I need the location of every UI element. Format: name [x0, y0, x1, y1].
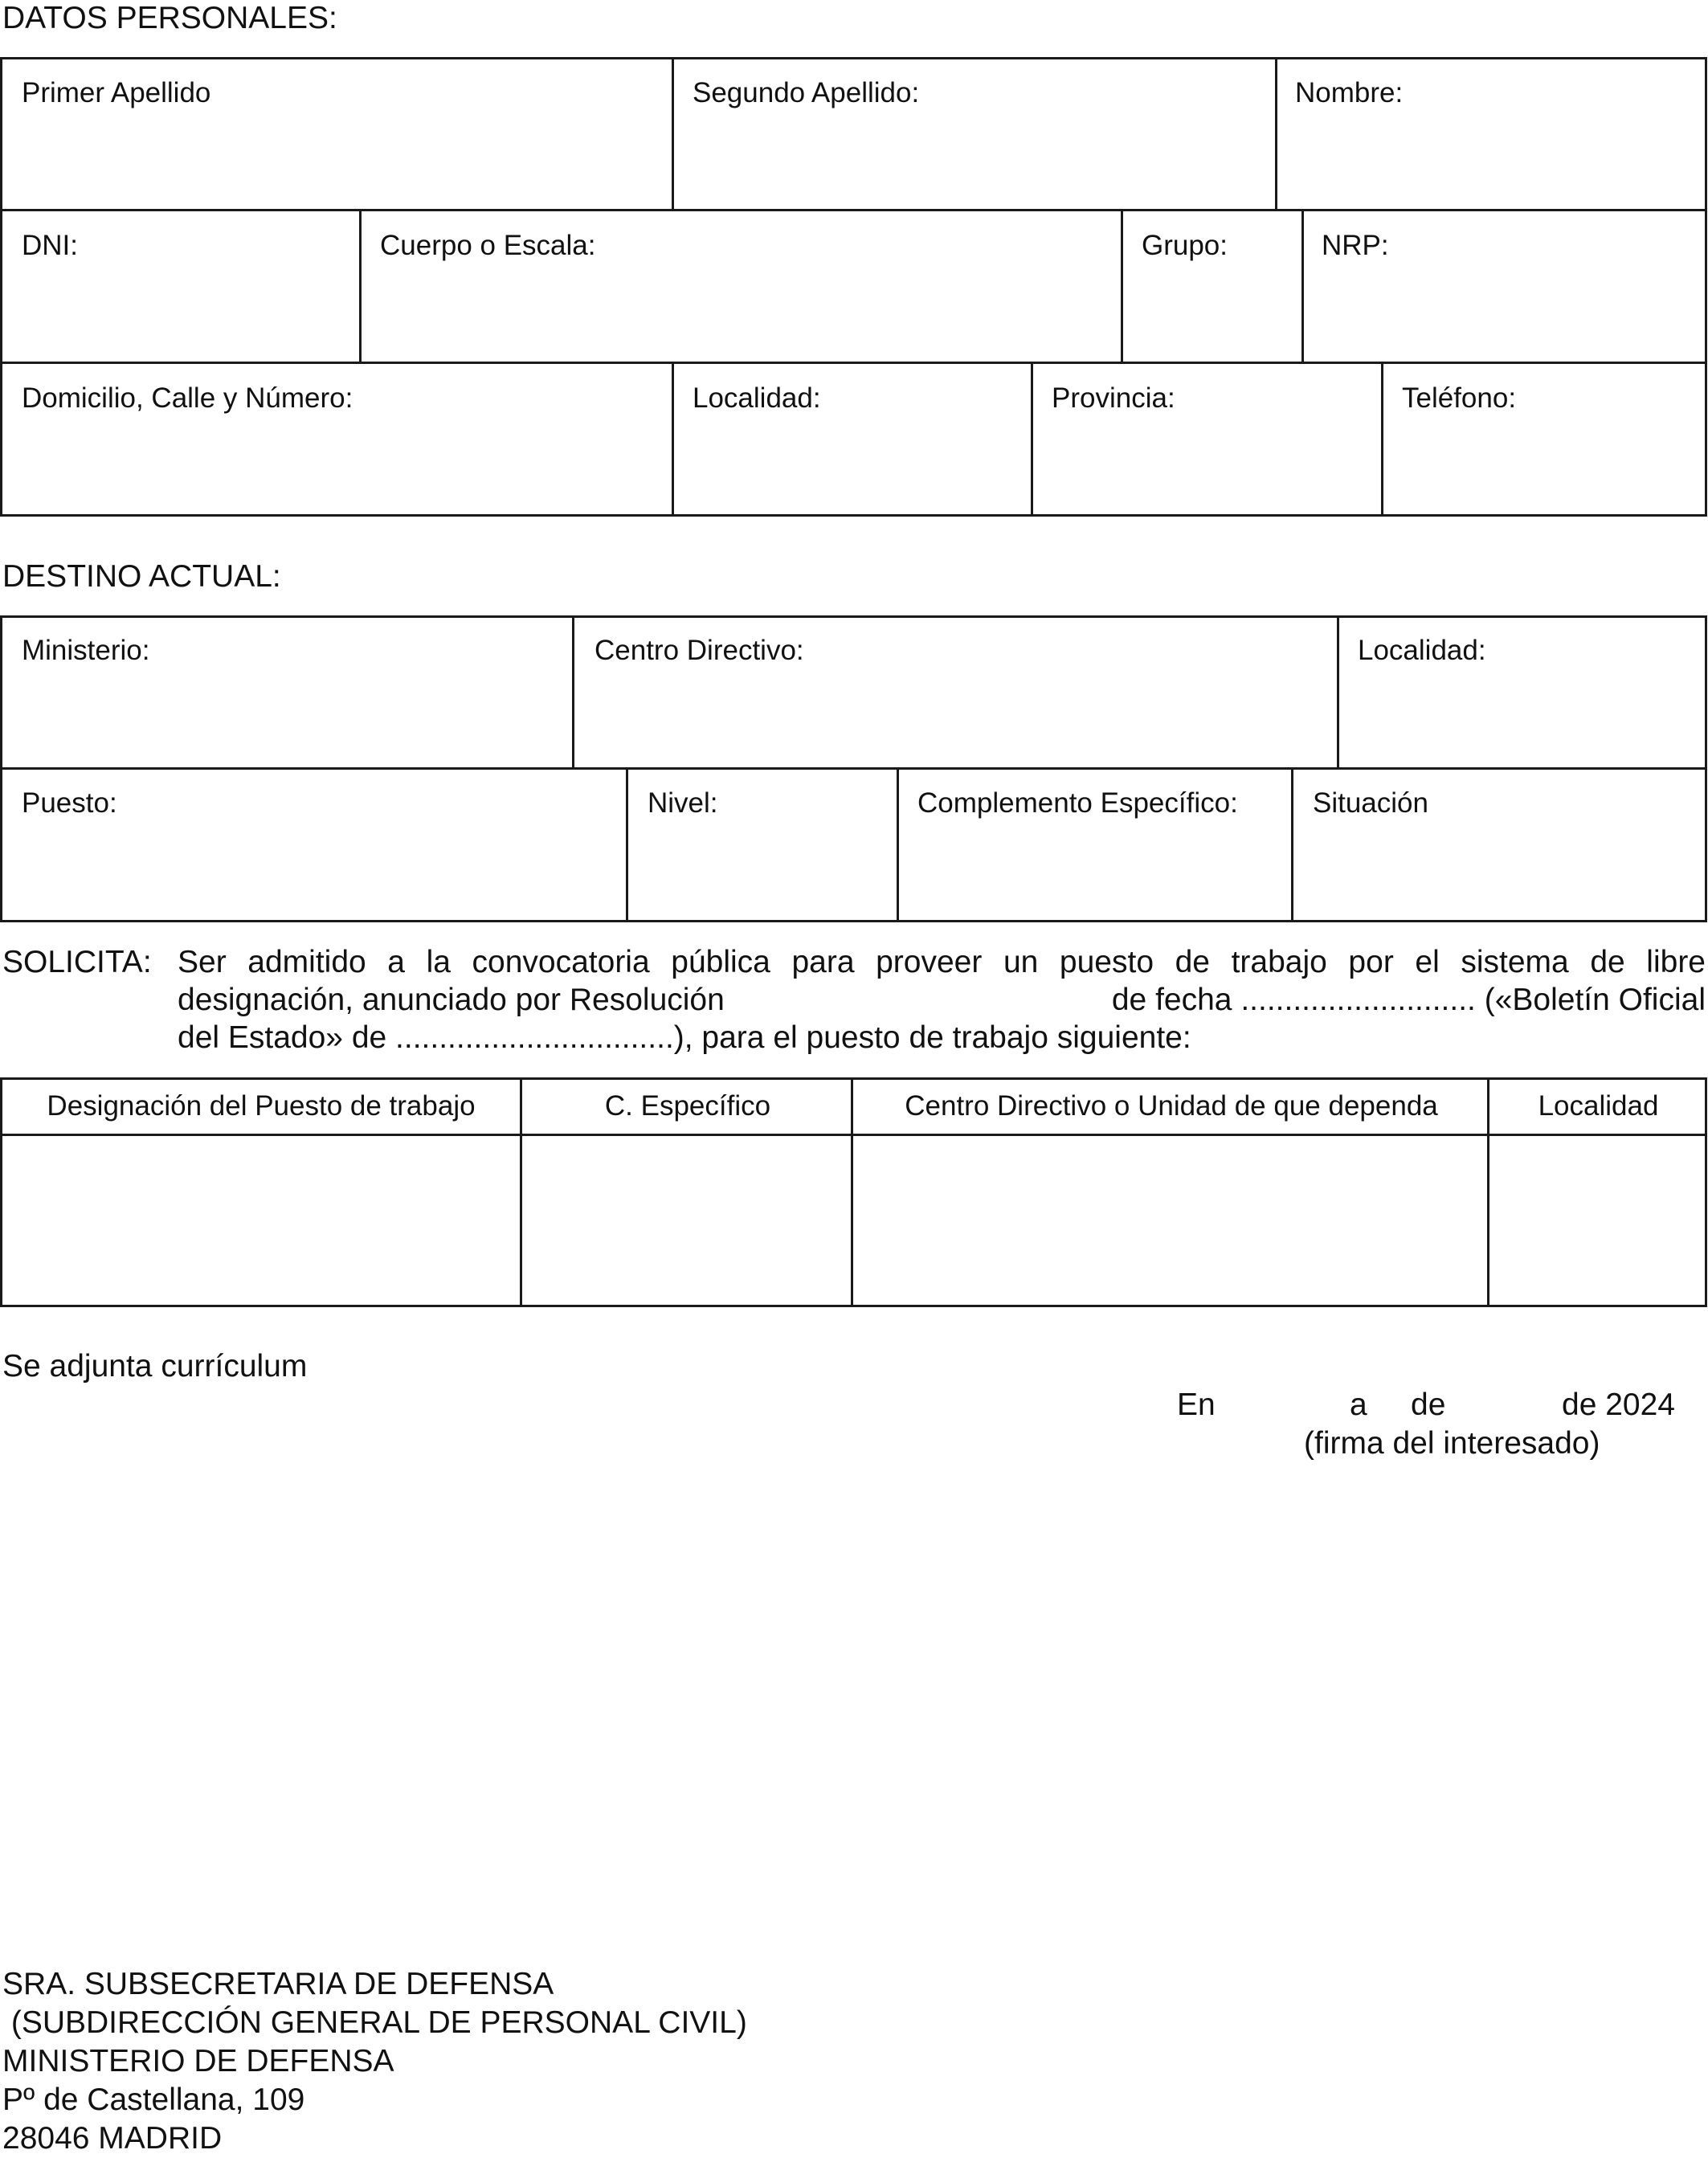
solicita-label: SOLICITA: [2, 945, 152, 979]
solicita-line-3: del Estado» de ................................), para el puesto de trabajo siguiente: [178, 1020, 1191, 1055]
puesto-field[interactable]: Puesto: [22, 787, 117, 819]
curriculum-note: Se adjunta currículum [2, 1349, 308, 1383]
divider [1275, 57, 1277, 210]
localidad-field[interactable]: Localidad: [693, 382, 821, 414]
address-line-1: SRA. SUBSECRETARIA DE DEFENSA [2, 1967, 554, 2001]
divider [897, 767, 899, 922]
table-cell-c-especifico[interactable] [522, 1136, 851, 1305]
table-header-c-especifico: C. Específico [604, 1090, 771, 1122]
solicita-line-2b: de fecha ........................... («Boletín Oficial [1111, 983, 1706, 1017]
date-en: En [1177, 1388, 1216, 1422]
table-cell-designacion[interactable] [2, 1136, 520, 1305]
destino-actual-heading: DESTINO ACTUAL: [2, 559, 281, 594]
table-header-centro-directivo: Centro Directivo o Unidad de que dependa [905, 1090, 1438, 1122]
divider [1121, 209, 1123, 363]
address-line-3: MINISTERIO DE DEFENSA [2, 2044, 394, 2078]
telefono-field[interactable]: Teléfono: [1402, 382, 1517, 414]
divider [1031, 362, 1033, 517]
primer-apellido-field[interactable]: Primer Apellido [22, 77, 211, 108]
divider [1337, 615, 1339, 769]
divider [672, 57, 674, 210]
cuerpo-escala-field[interactable]: Cuerpo o Escala: [380, 230, 596, 261]
recipient-address [2, 1965, 747, 2158]
dni-field[interactable]: DNI: [22, 230, 78, 261]
divider [672, 362, 674, 517]
solicita-line-1: Ser admitido a la convocatoria pública para proveer un puesto de trabajo por el sistema de libre [178, 945, 1706, 979]
date-a: a [1350, 1388, 1367, 1422]
divider [626, 767, 628, 922]
situacion-field[interactable]: Situación [1313, 787, 1428, 819]
complemento-field[interactable]: Complemento Específico: [917, 787, 1238, 819]
table-header-designacion: Designación del Puesto de trabajo [47, 1090, 476, 1122]
divider [1381, 362, 1383, 517]
table-cell-centro-directivo[interactable] [853, 1136, 1487, 1305]
nivel-field[interactable]: Nivel: [648, 787, 718, 819]
grupo-field[interactable]: Grupo: [1142, 230, 1228, 261]
table-header-localidad: Localidad [1538, 1090, 1659, 1122]
divider [1291, 767, 1293, 922]
firma-label: (firma del interesado) [1304, 1426, 1600, 1461]
datos-personales-table [0, 57, 1707, 517]
divider [359, 209, 362, 363]
datos-personales-heading: DATOS PERSONALES: [2, 1, 337, 35]
date-de: de [1411, 1388, 1446, 1422]
solicita-line-2a: designación, anunciado por Resolución [178, 983, 725, 1017]
address-line-4: Pº de Castellana, 109 [2, 2082, 305, 2117]
address-line-2: (SUBDIRECCIÓN GENERAL DE PERSONAL CIVIL) [2, 2005, 747, 2040]
provincia-field[interactable]: Provincia: [1052, 382, 1175, 414]
segundo-apellido-field[interactable]: Segundo Apellido: [693, 77, 920, 108]
divider [0, 209, 1707, 211]
table-cell-localidad[interactable] [1489, 1136, 1705, 1305]
divider [0, 767, 1707, 770]
divider [572, 615, 574, 769]
nrp-field[interactable]: NRP: [1322, 230, 1389, 261]
destino-localidad-field[interactable]: Localidad: [1358, 635, 1486, 666]
divider [1301, 209, 1304, 363]
divider [0, 362, 1707, 364]
domicilio-field[interactable]: Domicilio, Calle y Número: [22, 382, 353, 414]
centro-directivo-field[interactable]: Centro Directivo: [595, 635, 804, 666]
address-line-5: 28046 MADRID [2, 2121, 223, 2156]
nombre-field[interactable]: Nombre: [1295, 77, 1404, 108]
date-year: de 2024 [1562, 1388, 1675, 1422]
ministerio-field[interactable]: Ministerio: [22, 635, 150, 666]
